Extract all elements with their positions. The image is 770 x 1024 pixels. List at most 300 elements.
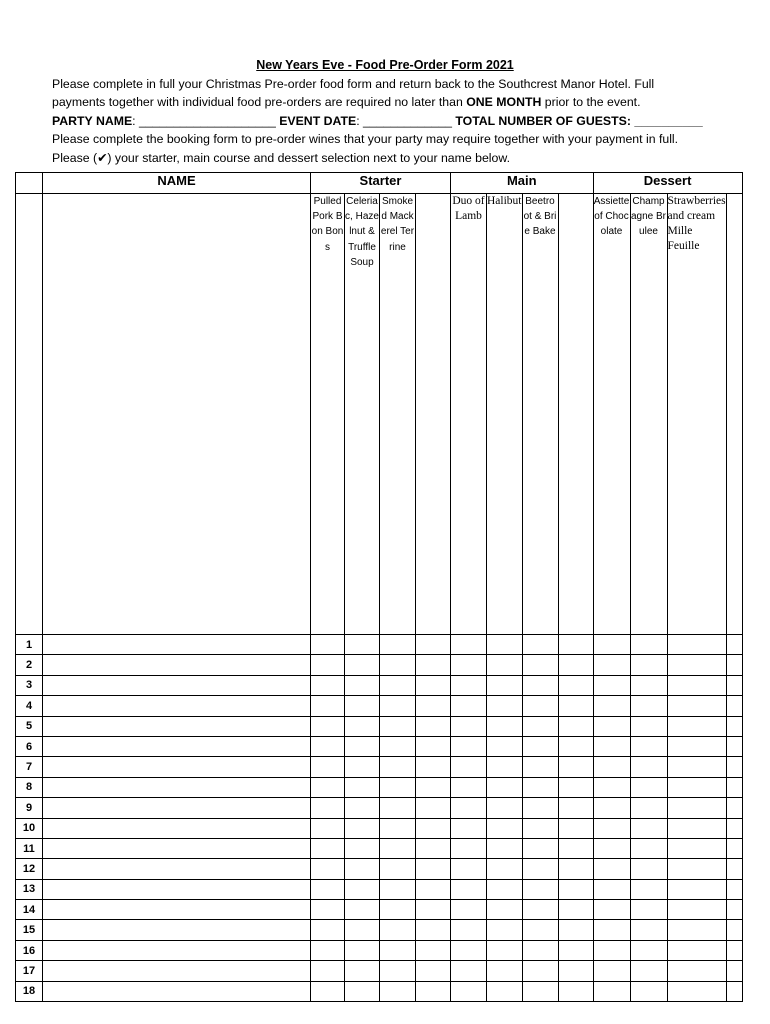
selection-checkbox-cell[interactable] xyxy=(451,736,487,756)
selection-checkbox-cell[interactable] xyxy=(726,940,742,960)
guest-name-cell[interactable] xyxy=(43,757,311,777)
selection-checkbox-cell[interactable] xyxy=(630,838,667,858)
selection-checkbox-cell[interactable] xyxy=(558,675,593,695)
row-number: 4 xyxy=(16,696,43,716)
selection-checkbox-cell[interactable] xyxy=(487,940,523,960)
selection-checkbox-cell[interactable] xyxy=(726,859,742,879)
row-number: 14 xyxy=(16,900,43,920)
selection-checkbox-cell[interactable] xyxy=(311,961,345,981)
selection-checkbox-cell[interactable] xyxy=(345,696,380,716)
guest-row xyxy=(16,940,743,960)
selection-checkbox-cell[interactable] xyxy=(487,777,523,797)
guest-row xyxy=(16,900,743,920)
selection-checkbox-cell[interactable] xyxy=(487,798,523,818)
selection-checkbox-cell[interactable] xyxy=(630,736,667,756)
selection-checkbox-cell[interactable] xyxy=(451,859,487,879)
row-number: 11 xyxy=(16,838,43,858)
guest-name-cell[interactable] xyxy=(43,961,311,981)
selection-checkbox-cell[interactable] xyxy=(380,635,416,655)
guest-row xyxy=(16,920,743,940)
selection-checkbox-cell[interactable] xyxy=(558,777,593,797)
selection-checkbox-cell[interactable] xyxy=(558,879,593,899)
selection-checkbox-cell[interactable] xyxy=(487,696,523,716)
selection-checkbox-cell[interactable] xyxy=(667,838,726,858)
selection-checkbox-cell[interactable] xyxy=(522,859,558,879)
row-number: 1 xyxy=(16,635,43,655)
guest-name-cell[interactable] xyxy=(43,798,311,818)
selection-checkbox-cell[interactable] xyxy=(487,900,523,920)
selection-checkbox-cell[interactable] xyxy=(487,716,523,736)
selection-checkbox-cell[interactable] xyxy=(667,635,726,655)
selection-checkbox-cell[interactable] xyxy=(380,777,416,797)
selection-checkbox-cell[interactable] xyxy=(487,920,523,940)
selection-checkbox-cell[interactable] xyxy=(345,981,380,1001)
selection-checkbox-cell[interactable] xyxy=(311,920,345,940)
selection-checkbox-cell[interactable] xyxy=(345,757,380,777)
main-item-1: Duo of Lamb xyxy=(451,194,487,635)
main-header: Main xyxy=(451,173,594,194)
selection-checkbox-cell[interactable] xyxy=(667,879,726,899)
row-number: 6 xyxy=(16,736,43,756)
selection-checkbox-cell[interactable] xyxy=(667,920,726,940)
selection-checkbox-cell[interactable] xyxy=(451,900,487,920)
selection-checkbox-cell[interactable] xyxy=(726,879,742,899)
event-date-field[interactable]: : _____________ xyxy=(356,113,456,128)
selection-checkbox-cell[interactable] xyxy=(487,736,523,756)
guest-name-cell[interactable] xyxy=(43,675,311,695)
starter-item-2: Celeriac, Hazelnut & Truffle Soup xyxy=(345,194,380,635)
selection-checkbox-cell[interactable] xyxy=(311,818,345,838)
deadline-emphasis: ONE MONTH xyxy=(466,95,542,109)
selection-checkbox-cell[interactable] xyxy=(345,900,380,920)
selection-checkbox-cell[interactable] xyxy=(522,920,558,940)
selection-checkbox-cell[interactable] xyxy=(487,879,523,899)
party-name-label: PARTY NAME xyxy=(52,113,133,128)
guest-name-cell[interactable] xyxy=(43,940,311,960)
selection-checkbox-cell[interactable] xyxy=(558,736,593,756)
row-number: 13 xyxy=(16,879,43,899)
selection-checkbox-cell[interactable] xyxy=(558,981,593,1001)
selection-checkbox-cell[interactable] xyxy=(667,675,726,695)
dessert-item-1: Assiette of Chocolate xyxy=(593,194,630,635)
guest-row xyxy=(16,859,743,879)
selection-checkbox-cell[interactable] xyxy=(667,655,726,675)
selection-checkbox-cell[interactable] xyxy=(311,757,345,777)
selection-checkbox-cell[interactable] xyxy=(380,879,416,899)
row-number: 5 xyxy=(16,716,43,736)
selection-checkbox-cell[interactable] xyxy=(593,716,630,736)
row-number: 7 xyxy=(16,757,43,777)
selection-checkbox-cell[interactable] xyxy=(522,838,558,858)
guest-row xyxy=(16,798,743,818)
selection-checkbox-cell[interactable] xyxy=(630,635,667,655)
selection-checkbox-cell[interactable] xyxy=(416,900,451,920)
row-number: 3 xyxy=(16,675,43,695)
selection-checkbox-cell[interactable] xyxy=(487,859,523,879)
selection-checkbox-cell[interactable] xyxy=(667,777,726,797)
selection-checkbox-cell[interactable] xyxy=(451,675,487,695)
selection-checkbox-cell[interactable] xyxy=(667,798,726,818)
selection-checkbox-cell[interactable] xyxy=(726,920,742,940)
guest-name-cell[interactable] xyxy=(43,716,311,736)
selection-checkbox-cell[interactable] xyxy=(522,716,558,736)
selection-checkbox-cell[interactable] xyxy=(630,696,667,716)
guest-row xyxy=(16,635,743,655)
selection-checkbox-cell[interactable] xyxy=(380,900,416,920)
selection-checkbox-cell[interactable] xyxy=(667,696,726,716)
selection-checkbox-cell[interactable] xyxy=(380,655,416,675)
selection-checkbox-cell[interactable] xyxy=(311,635,345,655)
selection-checkbox-cell[interactable] xyxy=(311,981,345,1001)
selection-checkbox-cell[interactable] xyxy=(593,961,630,981)
main-item-2: Halibut xyxy=(487,194,523,635)
guest-name-cell[interactable] xyxy=(43,818,311,838)
selection-checkbox-cell[interactable] xyxy=(451,696,487,716)
selection-checkbox-cell[interactable] xyxy=(726,981,742,1001)
selection-checkbox-cell[interactable] xyxy=(726,961,742,981)
selection-checkbox-cell[interactable] xyxy=(558,798,593,818)
row-number: 12 xyxy=(16,859,43,879)
selection-checkbox-cell[interactable] xyxy=(487,757,523,777)
selection-checkbox-cell[interactable] xyxy=(593,736,630,756)
selection-checkbox-cell[interactable] xyxy=(630,675,667,695)
selection-checkbox-cell[interactable] xyxy=(451,757,487,777)
selection-checkbox-cell[interactable] xyxy=(593,757,630,777)
selection-checkbox-cell[interactable] xyxy=(522,798,558,818)
selection-checkbox-cell[interactable] xyxy=(726,635,742,655)
dessert-item-3: Strawberries and cream Mille Feuille xyxy=(667,194,726,635)
selection-checkbox-cell[interactable] xyxy=(593,675,630,695)
selection-checkbox-cell[interactable] xyxy=(416,777,451,797)
selection-checkbox-cell[interactable] xyxy=(345,635,380,655)
menu-items-row xyxy=(16,194,743,635)
main-item-3: Beetroot & Brie Bake xyxy=(522,194,558,635)
selection-checkbox-cell[interactable] xyxy=(416,736,451,756)
selection-checkbox-cell[interactable] xyxy=(593,635,630,655)
selection-checkbox-cell[interactable] xyxy=(345,798,380,818)
selection-checkbox-cell[interactable] xyxy=(345,655,380,675)
selection-checkbox-cell[interactable] xyxy=(451,940,487,960)
selection-checkbox-cell[interactable] xyxy=(345,879,380,899)
selection-checkbox-cell[interactable] xyxy=(311,838,345,858)
starter-item-3: Smoked Mackerel Terrine xyxy=(380,194,416,635)
guest-name-cell[interactable] xyxy=(43,900,311,920)
selection-checkbox-cell[interactable] xyxy=(522,981,558,1001)
guest-row xyxy=(16,675,743,695)
selection-checkbox-cell[interactable] xyxy=(593,818,630,838)
selection-checkbox-cell[interactable] xyxy=(726,900,742,920)
selection-checkbox-cell[interactable] xyxy=(345,838,380,858)
selection-checkbox-cell[interactable] xyxy=(522,675,558,695)
guest-name-cell[interactable] xyxy=(43,981,311,1001)
guest-row xyxy=(16,818,743,838)
row-number: 10 xyxy=(16,818,43,838)
selection-checkbox-cell[interactable] xyxy=(487,961,523,981)
row-number: 2 xyxy=(16,655,43,675)
selection-checkbox-cell[interactable] xyxy=(522,961,558,981)
selection-checkbox-cell[interactable] xyxy=(416,838,451,858)
selection-checkbox-cell[interactable] xyxy=(345,940,380,960)
selection-checkbox-cell[interactable] xyxy=(416,940,451,960)
selection-checkbox-cell[interactable] xyxy=(311,736,345,756)
selection-checkbox-cell[interactable] xyxy=(487,838,523,858)
selection-checkbox-cell[interactable] xyxy=(380,940,416,960)
party-details-line xyxy=(52,112,752,131)
guest-row xyxy=(16,879,743,899)
name-column-spacer xyxy=(43,194,311,635)
selection-checkbox-cell[interactable] xyxy=(345,818,380,838)
selection-checkbox-cell[interactable] xyxy=(311,655,345,675)
selection-checkbox-cell[interactable] xyxy=(726,655,742,675)
selection-checkbox-cell[interactable] xyxy=(522,900,558,920)
selection-checkbox-cell[interactable] xyxy=(726,798,742,818)
selection-checkbox-cell[interactable] xyxy=(416,757,451,777)
selection-checkbox-cell[interactable] xyxy=(416,655,451,675)
selection-checkbox-cell[interactable] xyxy=(451,838,487,858)
selection-checkbox-cell[interactable] xyxy=(630,981,667,1001)
selection-checkbox-cell[interactable] xyxy=(416,961,451,981)
selection-checkbox-cell[interactable] xyxy=(726,838,742,858)
name-header: NAME xyxy=(43,173,311,194)
selection-checkbox-cell[interactable] xyxy=(345,716,380,736)
selection-checkbox-cell[interactable] xyxy=(522,940,558,960)
selection-checkbox-cell[interactable] xyxy=(667,818,726,838)
row-number: 15 xyxy=(16,920,43,940)
selection-checkbox-cell[interactable] xyxy=(667,981,726,1001)
selection-checkbox-cell[interactable] xyxy=(558,818,593,838)
selection-checkbox-cell[interactable] xyxy=(593,655,630,675)
selection-checkbox-cell[interactable] xyxy=(451,716,487,736)
selection-checkbox-cell[interactable] xyxy=(451,818,487,838)
total-guests-field[interactable]: TOTAL NUMBER OF GUESTS: __________ xyxy=(455,113,703,128)
selection-checkbox-cell[interactable] xyxy=(416,920,451,940)
row-number: 18 xyxy=(16,981,43,1001)
selection-checkbox-cell[interactable] xyxy=(522,818,558,838)
selection-checkbox-cell[interactable] xyxy=(380,818,416,838)
selection-checkbox-cell[interactable] xyxy=(522,757,558,777)
selection-checkbox-cell[interactable] xyxy=(593,920,630,940)
selection-checkbox-cell[interactable] xyxy=(630,961,667,981)
guest-row xyxy=(16,777,743,797)
selection-checkbox-cell[interactable] xyxy=(522,696,558,716)
selection-checkbox-cell[interactable] xyxy=(451,879,487,899)
selection-checkbox-cell[interactable] xyxy=(593,859,630,879)
selection-checkbox-cell[interactable] xyxy=(593,798,630,818)
selection-checkbox-cell[interactable] xyxy=(345,675,380,695)
selection-checkbox-cell[interactable] xyxy=(311,879,345,899)
selection-checkbox-cell[interactable] xyxy=(451,961,487,981)
guest-row xyxy=(16,655,743,675)
selection-checkbox-cell[interactable] xyxy=(726,716,742,736)
selection-checkbox-cell[interactable] xyxy=(558,696,593,716)
corner-cell xyxy=(16,173,43,194)
selection-instructions: Please (✔) your starter, main course and dessert selection next to your name below. xyxy=(52,150,510,165)
guest-name-cell[interactable] xyxy=(43,635,311,655)
selection-checkbox-cell[interactable] xyxy=(522,655,558,675)
selection-checkbox-cell[interactable] xyxy=(416,818,451,838)
selection-checkbox-cell[interactable] xyxy=(451,777,487,797)
selection-checkbox-cell[interactable] xyxy=(726,757,742,777)
selection-checkbox-cell[interactable] xyxy=(311,696,345,716)
dessert-blank-column xyxy=(726,194,742,635)
selection-checkbox-cell[interactable] xyxy=(630,798,667,818)
form-title: New Years Eve - Food Pre-Order Form 2021 xyxy=(256,58,514,72)
main-blank-column xyxy=(558,194,593,635)
selection-checkbox-cell[interactable] xyxy=(451,920,487,940)
guest-name-cell[interactable] xyxy=(43,879,311,899)
selection-checkbox-cell[interactable] xyxy=(630,940,667,960)
dessert-item-2: Champagne Brulee xyxy=(630,194,667,635)
guest-name-cell[interactable] xyxy=(43,655,311,675)
selection-checkbox-cell[interactable] xyxy=(558,859,593,879)
selection-checkbox-cell[interactable] xyxy=(380,859,416,879)
guest-name-cell[interactable] xyxy=(43,777,311,797)
selection-checkbox-cell[interactable] xyxy=(487,635,523,655)
guest-row xyxy=(16,838,743,858)
selection-checkbox-cell[interactable] xyxy=(416,635,451,655)
selection-checkbox-cell[interactable] xyxy=(451,798,487,818)
selection-checkbox-cell[interactable] xyxy=(487,675,523,695)
selection-checkbox-cell[interactable] xyxy=(487,655,523,675)
guest-name-cell[interactable] xyxy=(43,838,311,858)
selection-checkbox-cell[interactable] xyxy=(630,716,667,736)
selection-checkbox-cell[interactable] xyxy=(380,675,416,695)
selection-checkbox-cell[interactable] xyxy=(558,635,593,655)
selection-checkbox-cell[interactable] xyxy=(667,900,726,920)
selection-checkbox-cell[interactable] xyxy=(416,696,451,716)
guest-row xyxy=(16,981,743,1001)
blank-cell xyxy=(16,194,43,635)
selection-checkbox-cell[interactable] xyxy=(416,879,451,899)
selection-checkbox-cell[interactable] xyxy=(311,940,345,960)
selection-checkbox-cell[interactable] xyxy=(558,838,593,858)
selection-checkbox-cell[interactable] xyxy=(487,981,523,1001)
selection-checkbox-cell[interactable] xyxy=(345,961,380,981)
party-name-field[interactable]: : ____________________ xyxy=(132,113,280,128)
selection-checkbox-cell[interactable] xyxy=(726,818,742,838)
selection-checkbox-cell[interactable] xyxy=(487,818,523,838)
selection-checkbox-cell[interactable] xyxy=(380,920,416,940)
selection-checkbox-cell[interactable] xyxy=(593,879,630,899)
selection-checkbox-cell[interactable] xyxy=(345,736,380,756)
selection-checkbox-cell[interactable] xyxy=(593,900,630,920)
selection-checkbox-cell[interactable] xyxy=(630,777,667,797)
guest-name-cell[interactable] xyxy=(43,859,311,879)
selection-checkbox-cell[interactable] xyxy=(593,777,630,797)
selection-checkbox-cell[interactable] xyxy=(416,981,451,1001)
selection-checkbox-cell[interactable] xyxy=(593,981,630,1001)
selection-checkbox-cell[interactable] xyxy=(558,900,593,920)
guest-row xyxy=(16,757,743,777)
selection-checkbox-cell[interactable] xyxy=(345,777,380,797)
selection-checkbox-cell[interactable] xyxy=(726,777,742,797)
guest-row xyxy=(16,961,743,981)
selection-checkbox-cell[interactable] xyxy=(522,736,558,756)
selection-checkbox-cell[interactable] xyxy=(558,920,593,940)
selection-checkbox-cell[interactable] xyxy=(311,777,345,797)
selection-checkbox-cell[interactable] xyxy=(667,716,726,736)
selection-checkbox-cell[interactable] xyxy=(726,736,742,756)
selection-checkbox-cell[interactable] xyxy=(380,981,416,1001)
selection-checkbox-cell[interactable] xyxy=(630,818,667,838)
guest-name-cell[interactable] xyxy=(43,920,311,940)
selection-checkbox-cell[interactable] xyxy=(558,940,593,960)
selection-checkbox-cell[interactable] xyxy=(416,798,451,818)
selection-checkbox-cell[interactable] xyxy=(726,696,742,716)
selection-checkbox-cell[interactable] xyxy=(451,981,487,1001)
guest-name-cell[interactable] xyxy=(43,736,311,756)
selection-checkbox-cell[interactable] xyxy=(630,757,667,777)
selection-checkbox-cell[interactable] xyxy=(630,655,667,675)
pre-order-table xyxy=(15,172,743,1002)
selection-checkbox-cell[interactable] xyxy=(311,675,345,695)
selection-checkbox-cell[interactable] xyxy=(311,716,345,736)
intro-line-2-start: payments together with individual food pre-orders are required no later than xyxy=(52,95,467,109)
selection-checkbox-cell[interactable] xyxy=(630,879,667,899)
selection-checkbox-cell[interactable] xyxy=(416,716,451,736)
selection-checkbox-cell[interactable] xyxy=(667,961,726,981)
row-number: 17 xyxy=(16,961,43,981)
dessert-header: Dessert xyxy=(593,173,742,194)
guest-row xyxy=(16,716,743,736)
selection-checkbox-cell[interactable] xyxy=(345,859,380,879)
selection-checkbox-cell[interactable] xyxy=(380,716,416,736)
event-date-label: EVENT DATE xyxy=(279,113,357,128)
selection-checkbox-cell[interactable] xyxy=(558,757,593,777)
selection-checkbox-cell[interactable] xyxy=(726,675,742,695)
selection-checkbox-cell[interactable] xyxy=(593,940,630,960)
row-number: 9 xyxy=(16,798,43,818)
selection-checkbox-cell[interactable] xyxy=(380,757,416,777)
selection-checkbox-cell[interactable] xyxy=(558,961,593,981)
selection-checkbox-cell[interactable] xyxy=(311,798,345,818)
selection-checkbox-cell[interactable] xyxy=(451,635,487,655)
wine-instructions: Please complete the booking form to pre-order wines that your party may require together with your payment in full. xyxy=(52,132,679,146)
selection-checkbox-cell[interactable] xyxy=(380,961,416,981)
starter-item-1: Pulled Pork Bon Bons xyxy=(311,194,345,635)
selection-checkbox-cell[interactable] xyxy=(522,777,558,797)
form-header xyxy=(52,56,752,167)
intro-line-1: Please complete in full your Christmas Pre-order food form and return back to the Southcrest Manor Hotel. Full xyxy=(52,76,655,91)
selection-checkbox-cell[interactable] xyxy=(558,655,593,675)
selection-checkbox-cell[interactable] xyxy=(593,838,630,858)
selection-checkbox-cell[interactable] xyxy=(667,940,726,960)
selection-checkbox-cell[interactable] xyxy=(630,859,667,879)
selection-checkbox-cell[interactable] xyxy=(630,900,667,920)
selection-checkbox-cell[interactable] xyxy=(558,716,593,736)
selection-checkbox-cell[interactable] xyxy=(416,675,451,695)
selection-checkbox-cell[interactable] xyxy=(380,838,416,858)
selection-checkbox-cell[interactable] xyxy=(593,696,630,716)
selection-checkbox-cell[interactable] xyxy=(451,655,487,675)
selection-checkbox-cell[interactable] xyxy=(522,635,558,655)
guest-rows xyxy=(16,635,743,1002)
selection-checkbox-cell[interactable] xyxy=(416,859,451,879)
selection-checkbox-cell[interactable] xyxy=(311,900,345,920)
selection-checkbox-cell[interactable] xyxy=(667,757,726,777)
guest-name-cell[interactable] xyxy=(43,696,311,716)
selection-checkbox-cell[interactable] xyxy=(380,798,416,818)
selection-checkbox-cell[interactable] xyxy=(311,859,345,879)
selection-checkbox-cell[interactable] xyxy=(345,920,380,940)
selection-checkbox-cell[interactable] xyxy=(630,920,667,940)
selection-checkbox-cell[interactable] xyxy=(667,736,726,756)
selection-checkbox-cell[interactable] xyxy=(380,696,416,716)
guest-row xyxy=(16,696,743,716)
selection-checkbox-cell[interactable] xyxy=(667,859,726,879)
selection-checkbox-cell[interactable] xyxy=(522,879,558,899)
selection-checkbox-cell[interactable] xyxy=(380,736,416,756)
